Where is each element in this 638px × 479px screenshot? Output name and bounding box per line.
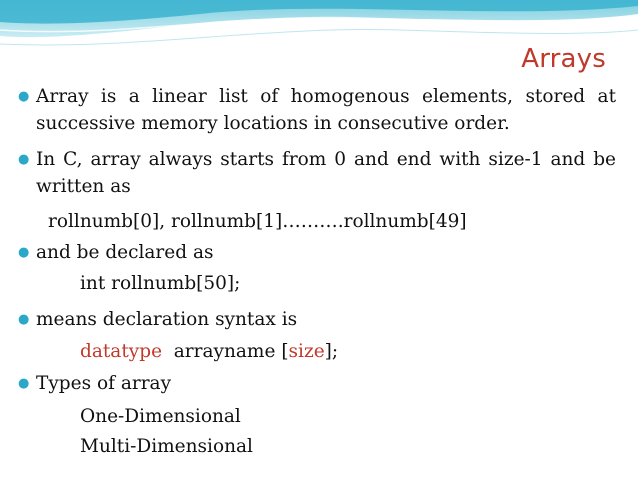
bullet-item: [18, 306, 616, 333]
bullet-text: and be declared as: [36, 242, 214, 263]
syntax-close: ];: [324, 341, 339, 362]
bullet-icon: ●: [18, 376, 30, 391]
bullet-item: [18, 239, 616, 266]
bullet-icon: ●: [18, 312, 30, 327]
bullet-icon: ●: [18, 152, 30, 167]
array-elements-example: rollnumb[0], rollnumb[1]……….rollnumb[49]: [48, 211, 467, 232]
declaration-syntax: [80, 338, 338, 365]
bullet-text: Array is a linear list of homogenous elements, stored at successive memory locations in consecutive order.: [36, 86, 616, 134]
bullet-item: [18, 370, 616, 397]
bullet-text: In C, array always starts from 0 and end with size-1 and be written as: [36, 149, 616, 197]
declaration-example: int rollnumb[50];: [80, 273, 241, 294]
syntax-size: size: [288, 341, 325, 362]
bullet-item: [18, 83, 616, 137]
bullet-icon: ●: [18, 89, 30, 104]
array-type-multi-dimensional: Multi-Dimensional: [80, 436, 253, 457]
bullet-text: means declaration syntax is: [36, 309, 298, 330]
bullet-icon: ●: [18, 245, 30, 260]
bullet-item: [18, 146, 616, 200]
array-type-one-dimensional: One-Dimensional: [80, 406, 241, 427]
syntax-open-bracket: [: [281, 341, 289, 362]
bullet-text: Types of array: [36, 373, 172, 394]
slide-title: Arrays: [521, 44, 606, 74]
syntax-arrayname: arrayname: [173, 341, 276, 362]
syntax-datatype: datatype: [80, 341, 163, 362]
